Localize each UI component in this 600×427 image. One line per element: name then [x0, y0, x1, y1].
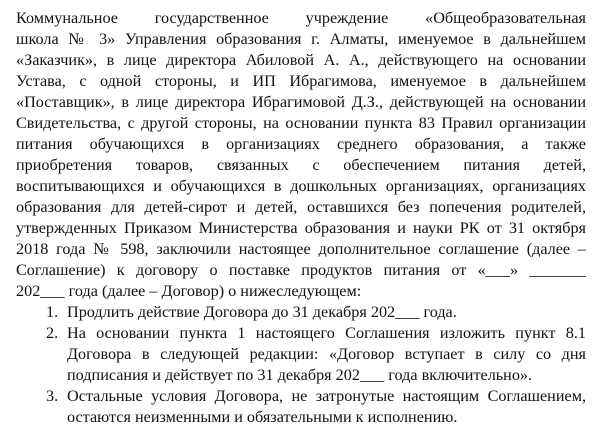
paragraph-line-2: школа № 3» Управления образования г. Алматы, именуемое в дальнейшем: [16, 30, 586, 48]
item-3-number: 3.: [46, 387, 59, 405]
paragraph-line-13: Соглашение) к договору о поставке продуктов питания от «___» _______: [16, 261, 586, 279]
paragraph-line-11: утвержденных Приказом Министерства образования и науки РК от 31 октября: [16, 219, 586, 237]
paragraph-line-12: 2018 года № 598, заключили настоящее дополнительное соглашение (далее –: [16, 240, 586, 258]
paragraph-line-9: воспитывающихся и обучающихся в дошкольных организациях, организациях: [16, 177, 586, 195]
item-2-number: 2.: [46, 324, 59, 342]
paragraph-line-4: Устава, с одной стороны, и ИП Ибрагимова, именуемое в дальнейшем: [16, 72, 586, 90]
item-1-number: 1.: [46, 303, 59, 321]
paragraph-line-5: «Поставщик», в лице директора Ибрагимовой Д.З., действующей на основании: [16, 93, 586, 111]
paragraph-line-6: Свидетельства, с другой стороны, на основании пункта 83 Правил организации: [16, 114, 586, 132]
paragraph-line-8: приобретения товаров, связанных с обеспечением питания детей,: [16, 156, 586, 174]
item-2-line-3: подписания и действует по 31 декабря 202___ года включительно».: [67, 366, 533, 384]
paragraph-line-10: образования для детей-сирот и детей, оставшихся без попечения родителей,: [16, 198, 586, 216]
paragraph-line-7: питания обучающихся в организациях среднего образования, а также: [16, 135, 586, 153]
paragraph-line-3: «Заказчик», в лице директора Абиловой А. А., действующего на основании: [16, 51, 586, 69]
item-1-line-1: Продлить действие Договора до 31 декабря 202___ года.: [67, 303, 457, 321]
paragraph-line-14: 202___ года (далее – Договор) о нижеследующем:: [16, 282, 362, 300]
item-3-line-2: остаются неизменными и обязательными к исполнению.: [67, 408, 458, 426]
item-2-line-1: На основании пункта 1 настоящего Соглашения изложить пункт 8.1: [67, 324, 586, 342]
paragraph-line-1: Коммунальное государственное учреждение «Общеобразовательная: [16, 9, 586, 27]
item-2-line-2: Договора в следующей редакции: «Договор вступает в силу со дня: [67, 345, 586, 363]
item-3-line-1: Остальные условия Договора, не затронутые настоящим Соглашением,: [67, 387, 586, 405]
